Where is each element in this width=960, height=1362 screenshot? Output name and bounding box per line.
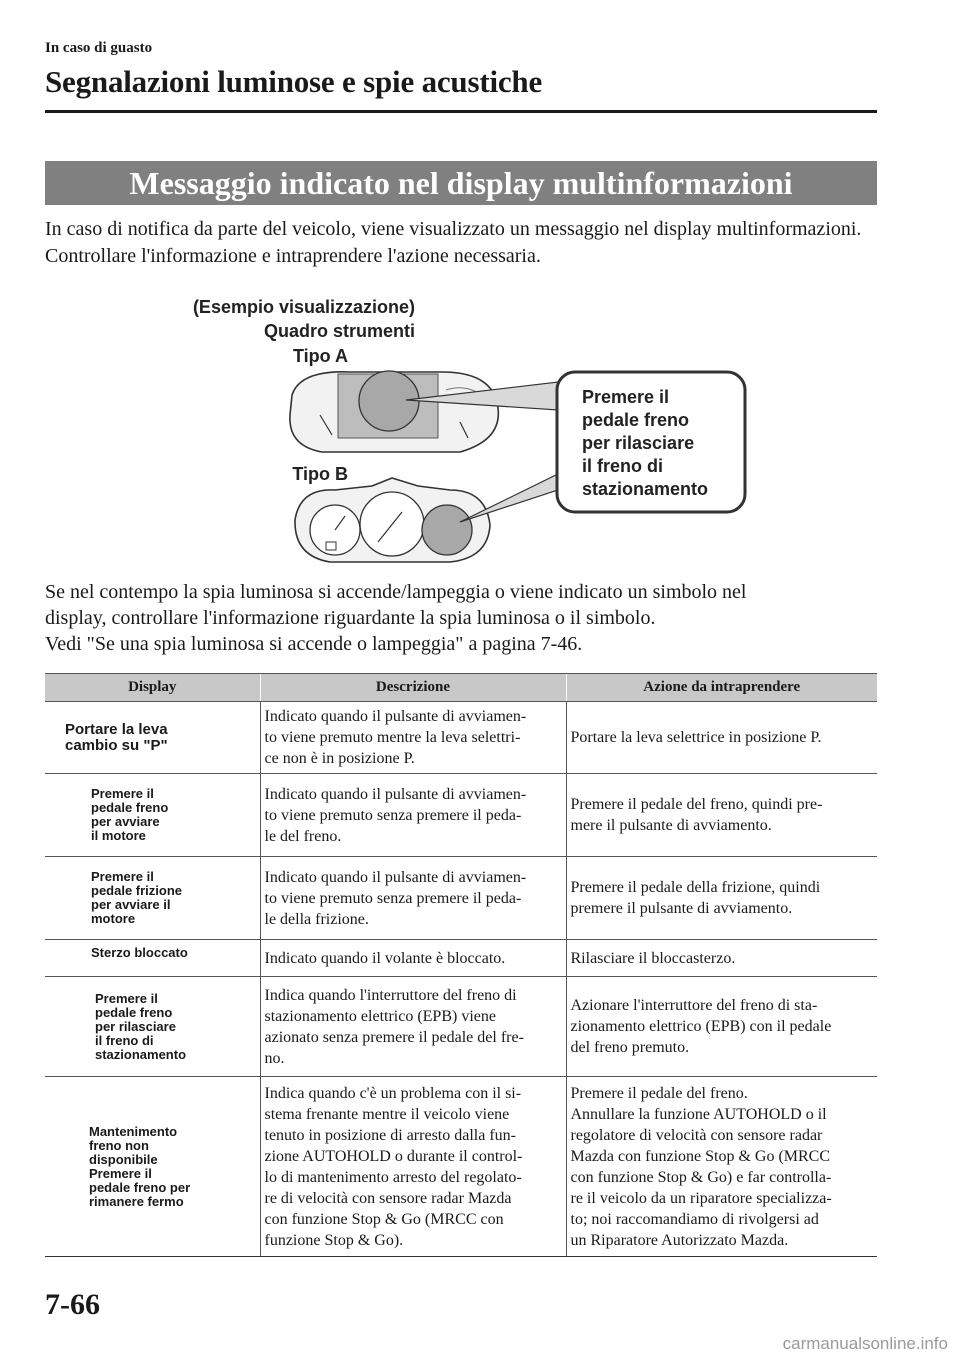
table-row [45, 1077, 877, 1257]
header-description: Descrizione [260, 674, 566, 702]
description-cell: Indica quando l'interruttore del freno di stazionamento elettrico (EPB) viene azionato senza premere il pedale del fre- no. [260, 977, 566, 1077]
section-title: Messaggio indicato nel display multinformazioni [45, 161, 877, 205]
action-cell: Rilasciare il bloccasterzo. [566, 940, 877, 977]
description-cell: Indicato quando il pulsante di avviamen- to viene premuto senza premere il peda- le della frizione. [260, 857, 566, 940]
table-row [45, 702, 877, 774]
action-cell: Premere il pedale del freno. Annullare la funzione AUTOHOLD o il regolatore di velocità con sensore radar Mazda con funzione Stop & Go (MRCC con funzione Stop & Go) e far controlla- re il veicolo da un riparatore specializza- to; noi raccomandiamo di rivolgersi ad un Riparatore Autorizzato Mazda. [566, 1077, 877, 1257]
cluster-label: Quadro strumenti [263, 321, 415, 341]
display-cell [45, 774, 260, 857]
display-message: Sterzo bloccato [91, 945, 188, 960]
type-b-label: Tipo B [292, 464, 348, 484]
callout-line-4: il freno di [582, 456, 663, 476]
header-action: Azione da intraprendere [566, 674, 877, 702]
callout-line-5: stazionamento [582, 479, 709, 499]
display-cell [45, 857, 260, 940]
note-paragraph [45, 579, 877, 657]
description-cell: Indicato quando il pulsante di avviamen- to viene premuto mentre la leva selettri- ce non è in posizione P. [260, 702, 566, 774]
action-cell: Premere il pedale della frizione, quindi premere il pulsante di avviamento. [566, 857, 877, 940]
description-cell: Indicato quando il volante è bloccato. [260, 940, 566, 977]
display-message: Mantenimento freno non disponibile Premere il pedale freno per rimanere fermo [89, 1123, 191, 1209]
table-row [45, 977, 877, 1077]
note-line-2: display, controllare l'informazione riguardante la spia luminosa o il simbolo. [45, 607, 656, 629]
display-cell [45, 702, 260, 774]
display-cell [45, 1077, 260, 1257]
watermark: carmanualsonline.info [782, 1334, 948, 1353]
instrument-cluster-illustration [160, 290, 760, 575]
message-table [45, 673, 877, 1257]
callout-line-3: per rilasciare [582, 433, 695, 453]
cluster-svg [160, 290, 760, 575]
action-cell: Azionare l'interruttore del freno di sta- zionamento elettrico (EPB) con il pedale del freno premuto. [566, 977, 877, 1077]
display-message: Portare la leva cambio su "P" [65, 720, 168, 754]
table-header-row [45, 674, 877, 702]
page-number: 7-66 [45, 1288, 100, 1321]
breadcrumb: In caso di guasto [45, 40, 153, 56]
display-message: Premere il pedale freno per rilasciare il freno di stazionamento [95, 990, 187, 1062]
title-divider [45, 110, 877, 113]
type-a-label: Tipo A [293, 346, 348, 366]
table-row [45, 940, 877, 977]
description-cell: Indica quando c'è un problema con il si- stema frenante mentre il veicolo viene tenuto in posizione di arresto dalla fun- zione AUTOHOLD o durante il control- lo di mantenimento arresto del regolato- re di velocità con sensore radar Mazda con funzione Stop & Go (MRCC con funzione Stop & Go). [260, 1077, 566, 1257]
example-label: (Esempio visualizzazione) [192, 297, 415, 317]
table-row [45, 857, 877, 940]
callout-line-2: pedale freno [582, 410, 690, 430]
action-cell: Portare la leva selettrice in posizione P. [566, 702, 877, 774]
display-cell [45, 977, 260, 1077]
description-cell: Indicato quando il pulsante di avviamen- to viene premuto senza premere il peda- le del freno. [260, 774, 566, 857]
cluster-type-b [295, 478, 490, 562]
header-display: Display [45, 674, 260, 702]
action-cell: Premere il pedale del freno, quindi pre- mere il pulsante di avviamento. [566, 774, 877, 857]
note-line-1: Se nel contempo la spia luminosa si accende/lampeggia o viene indicato un simbolo nel [45, 581, 747, 603]
display-message: Premere il pedale freno per avviare il motore [91, 786, 169, 843]
table-row [45, 774, 877, 857]
note-line-3: Vedi "Se una spia luminosa si accende o lampeggia" a pagina 7-46. [45, 633, 583, 655]
display-cell [45, 940, 260, 977]
callout-line-1: Premere il [582, 387, 670, 407]
display-message: Premere il pedale frizione per avviare il motore [91, 869, 183, 926]
page-title: Segnalazioni luminose e spie acustiche [45, 64, 543, 99]
intro-paragraph: In caso di notifica da parte del veicolo, viene visualizzato un messaggio nel display multinformazioni. Controllare l'informazione e intraprendere l'azione necessaria. [45, 218, 862, 267]
cluster-type-a [290, 371, 498, 452]
